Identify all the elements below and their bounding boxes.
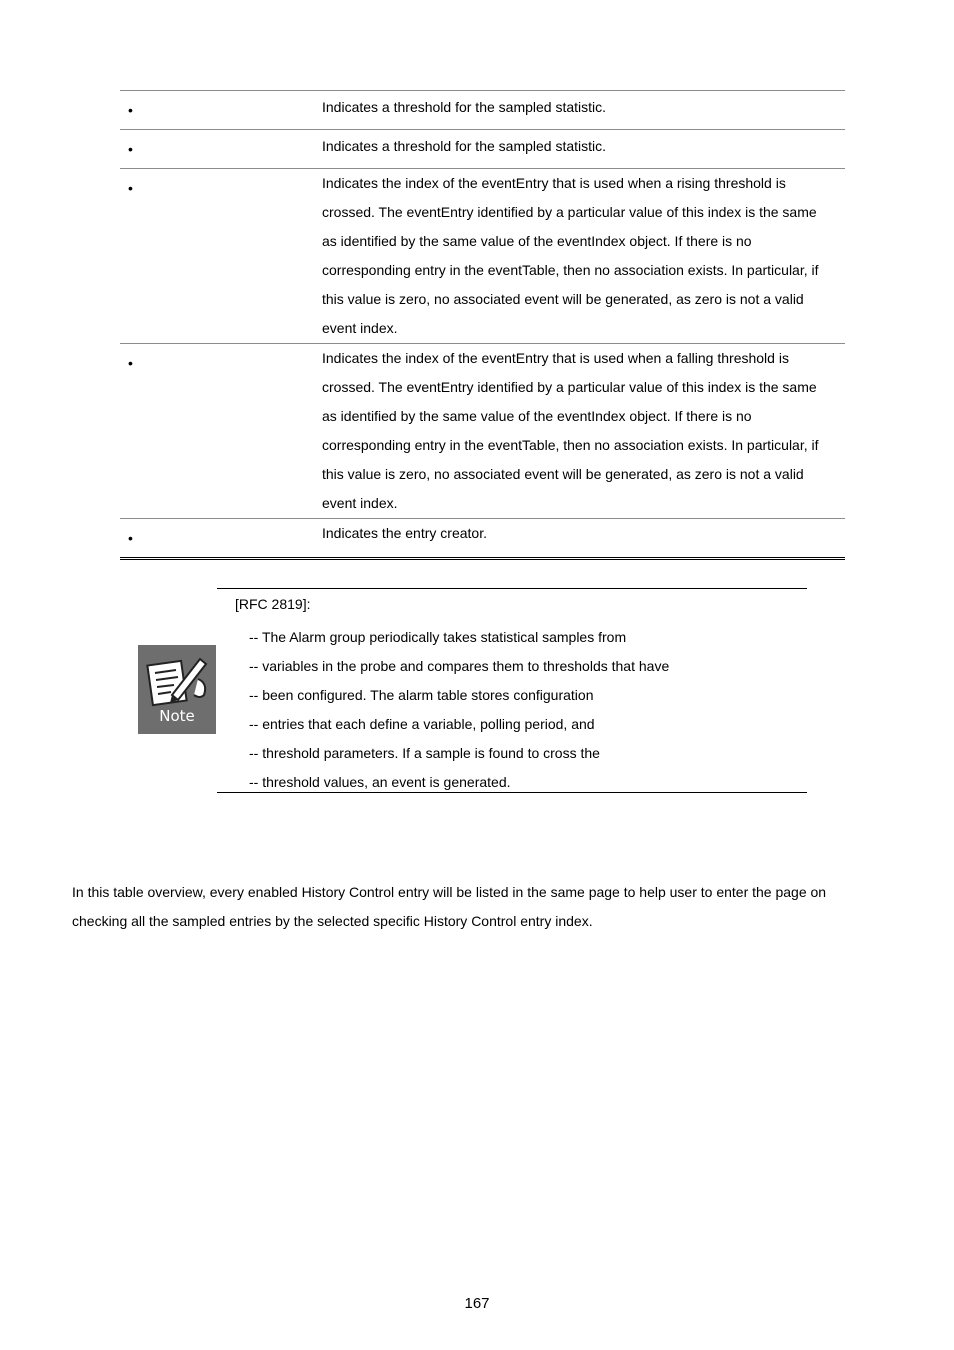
description-line: Indicates the index of the eventEntry that is used when a falling threshold is xyxy=(322,350,789,366)
description-line: corresponding entry in the eventTable, then no association exists. In particular, if xyxy=(322,437,819,453)
row-description xyxy=(322,169,845,343)
note-line: -- threshold values, an event is generated. xyxy=(249,774,511,790)
note-icon-label: Note xyxy=(159,707,195,725)
description-line: crossed. The eventEntry identified by a particular value of this index is the same xyxy=(322,379,817,395)
table-row xyxy=(120,519,845,560)
description-line: this value is zero, no associated event will be generated, as zero is not a valid xyxy=(322,466,804,482)
note-pencil-icon xyxy=(138,645,216,734)
bullet: • xyxy=(128,355,133,371)
note-line: -- variables in the probe and compares them to thresholds that have xyxy=(249,658,670,674)
description-line: crossed. The eventEntry identified by a particular value of this index is the same xyxy=(322,204,817,220)
table-row xyxy=(120,91,845,130)
bullet: • xyxy=(128,141,133,157)
note-line: -- threshold parameters. If a sample is found to cross the xyxy=(249,745,600,761)
description-line: this value is zero, no associated event will be generated, as zero is not a valid xyxy=(322,291,804,307)
description-line: as identified by the same value of the eventIndex object. If there is no xyxy=(322,408,752,424)
description-line: as identified by the same value of the eventIndex object. If there is no xyxy=(322,233,752,249)
parameter-table xyxy=(120,90,845,560)
bullet: • xyxy=(128,102,133,118)
note-title: [RFC 2819]: xyxy=(235,596,311,612)
description-line: event index. xyxy=(322,495,398,511)
row-description: Indicates a threshold for the sampled statistic. xyxy=(322,99,607,115)
row-description: Indicates the entry creator. xyxy=(322,525,487,541)
note-line: -- entries that each define a variable, polling period, and xyxy=(249,716,595,732)
page-number: 167 xyxy=(464,1295,490,1312)
note-line: -- been configured. The alarm table stores configuration xyxy=(249,687,594,703)
row-description: Indicates a threshold for the sampled statistic. xyxy=(322,138,607,154)
paragraph-line: In this table overview, every enabled History Control entry will be listed in the same page to help user to enter the page on xyxy=(72,884,827,900)
table-row xyxy=(120,169,845,344)
bullet: • xyxy=(128,180,133,196)
note-box xyxy=(217,588,807,793)
bullet: • xyxy=(128,530,133,546)
table-row xyxy=(120,130,845,169)
table-row xyxy=(120,344,845,519)
description-line: Indicates the index of the eventEntry that is used when a rising threshold is xyxy=(322,175,786,191)
description-line: corresponding entry in the eventTable, then no association exists. In particular, if xyxy=(322,262,819,278)
note-text xyxy=(249,623,669,797)
description-line: event index. xyxy=(322,320,398,336)
note-line: -- The Alarm group periodically takes statistical samples from xyxy=(249,629,627,645)
body-paragraph xyxy=(72,878,862,936)
row-description xyxy=(322,344,845,518)
paragraph-line: checking all the sampled entries by the selected specific History Control entry index. xyxy=(72,913,593,929)
